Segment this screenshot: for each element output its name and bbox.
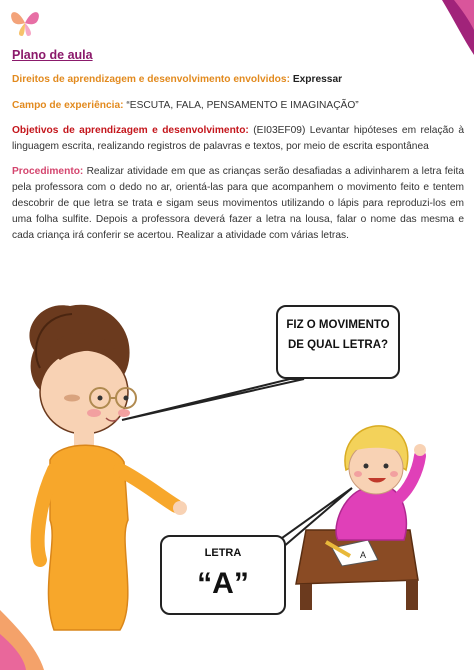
teacher-speech-bubble: FIZ O MOVIMENTO DE QUAL LETRA? [276,305,400,379]
rights-label: Direitos de aprendizagem e desenvolvimento envolvidos: [12,74,290,85]
procedure-value: Realizar atividade em que as crianças serão desafiadas a adivinharem a letra feita pela professora com o dedo no ar, orientá-las para que acompanhem o movimento feito e tentem descobrir de que letra se trata e sigam seus movimentos utilizando o lápis para reproduzi-los em uma folha sulfite. Depois a professora deverá fazer a letra na lousa, falar o nome das mesma e cada criança irá conferir se acertou. Realizar a atividade com várias letras. [12,166,464,241]
objectives-value: (EI03EF09) Levantar hipóteses em relação à linguagem escrita, realizando registros de palavras e textos, por meio de escrita espontânea [12,125,464,152]
paper-letter: A [360,550,367,560]
teacher-bubble-tail [122,379,304,420]
child-figure [336,426,426,540]
child-bubble-letter: “A” [197,567,249,600]
child-speech-bubble [160,535,286,615]
procedure-label: Procedimento: [12,166,84,177]
field-label: Campo de experiência: [12,100,124,111]
child-bubble-label: LETRA [204,547,242,559]
rights-value: Expressar [292,74,343,85]
page-title: Plano de aula [12,48,93,62]
objectives-label: Objetivos de aprendizagem e desenvolvimento: [12,125,249,136]
field-value: “ESCUTA, FALA, PENSAMENTO E IMAGINAÇÃO” [126,100,359,111]
